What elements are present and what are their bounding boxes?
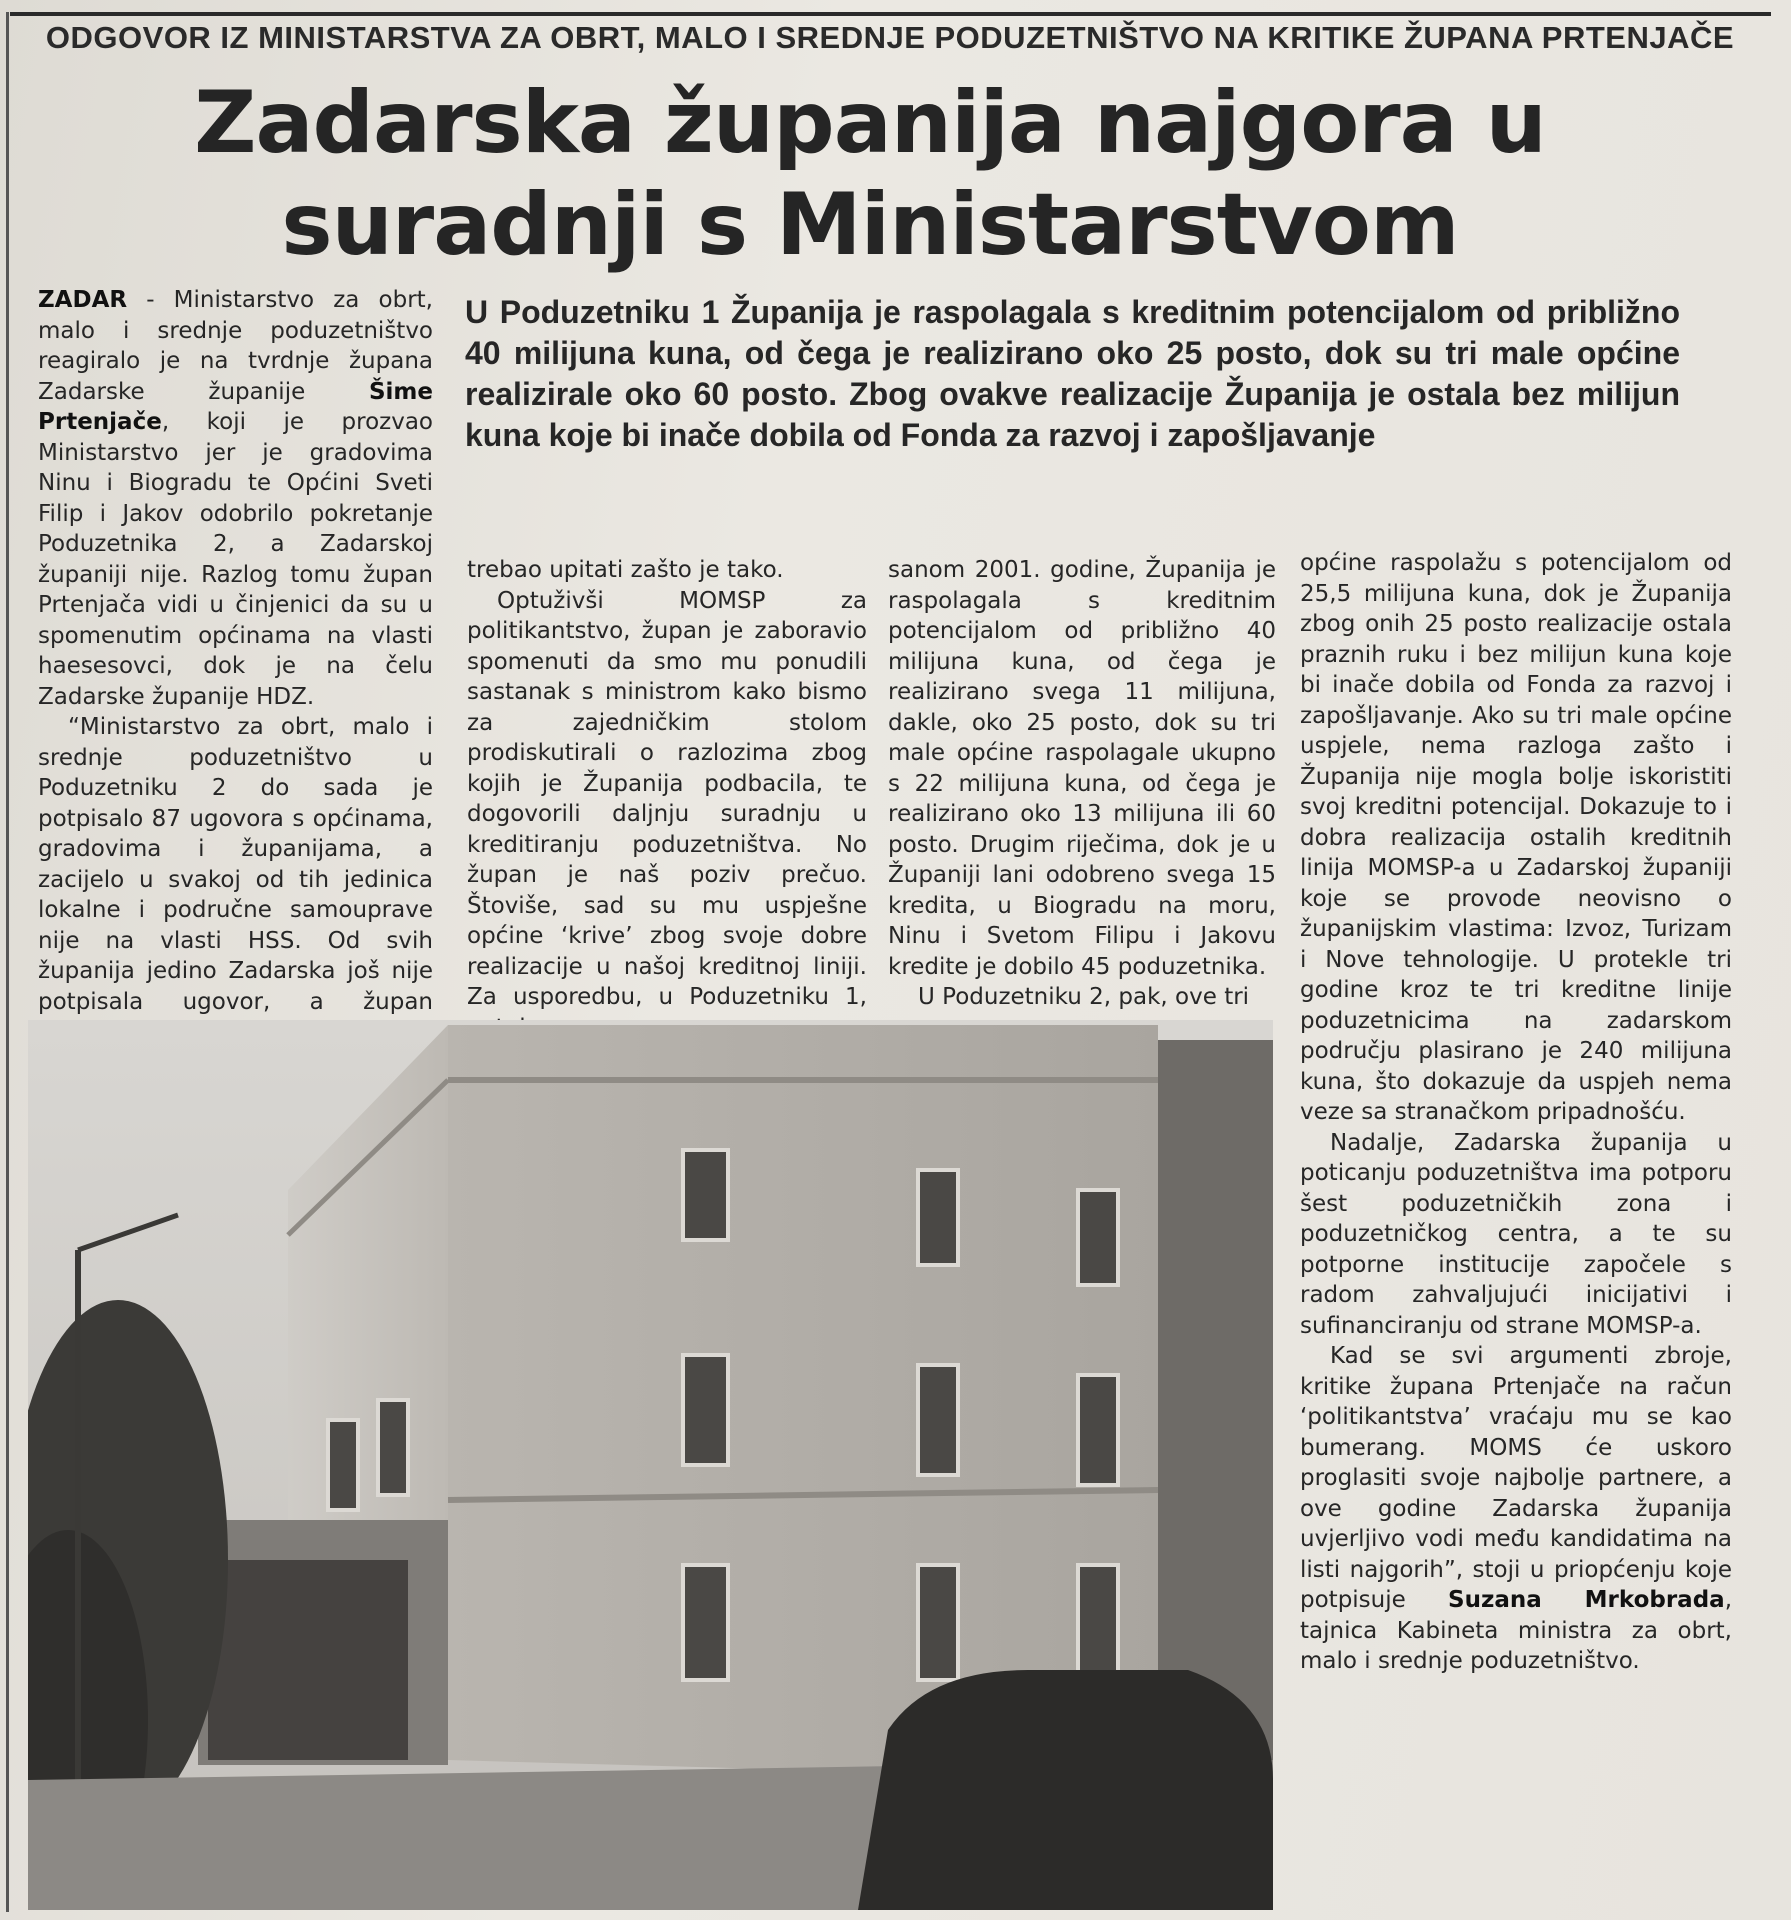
col1-paragraph-2: “Ministarstvo za obrt, malo i srednje poduzetništvo u Poduzetniku 2 do sada je potpisalo 87 ugovora s općinama, gradovima i županijama, a zacijelo u svakoj od tih jedinica lokalne i područne samouprave nije na vlasti HSS. Od svih županija jedino Zadarska još nije potpisala ugovor, a župan bbox=[38, 714, 433, 1015]
kicker: ODGOVOR IZ MINISTARSTVA ZA OBRT, MALO I SREDNJE PODUZETNIŠTVO NA KRITIKE ŽUPANA PRTENJAČE bbox=[45, 20, 1735, 55]
column-1 bbox=[38, 285, 433, 1048]
top-rule bbox=[10, 12, 1771, 16]
col4-text-b: , tajnica Kabineta ministra za obrt, malo i srednje poduzetništvo. bbox=[1300, 1587, 1732, 1674]
col3-paragraph-2: U Poduzetniku 2, pak, ove tri bbox=[918, 984, 1250, 1010]
col4-paragraph-1: općine raspolažu s potencijalom od 25,5 milijuna kuna, dok je Županija zbog onih 25 posto realizacije ostala praznih ruku i bez milijun kuna koje bi inače dobila od Fonda za razvoj i zapošljavanje. Ako su tri male općine uspjele, nema razloga zašto i Županija nije mogla bolje iskoristiti svoj kreditni potencijal. Dokazuje to i dobra realizacija ostalih kreditnih linija MOMSP-a u Zadarskoj županiji koje se provode neovisno o županijskim vlastima: Izvoz, Turizam i Nove tehnologije. U protekle tri godine kroz te tri kreditne linije poduzetnicima na zadarskom području plasirano je 240 milijuna kuna, što dokazuje da uspjeh nema veze sa stranačkom pripadnošću. bbox=[1300, 550, 1732, 1125]
dateline: ZADAR bbox=[38, 287, 128, 313]
building-photo bbox=[28, 1020, 1273, 1910]
signatory-name: Suzana Mrkobrada bbox=[1448, 1587, 1725, 1613]
col4-paragraph-3 bbox=[1300, 1341, 1732, 1677]
person-name: Šime Prtenjače bbox=[38, 378, 433, 435]
column-4 bbox=[1300, 548, 1732, 1677]
col3-paragraph-1: sanom 2001. godine, Županija je raspolagala s kreditnim potencijalom od približno 40 milijuna kuna, od čega je realizirano svega 11 milijuna, dakle, oko 25 posto, dok su tri male općine raspolagale ukupno s 22 milijuna kuna, od čega je realizirano oko 13 milijuna ili 60 posto. Drugim riječima, dok je u Županiji lani odobreno svega 15 kredita, u Biogradu na moru, Ninu i Svetom Filipu i Jakovu kredite je dobilo 45 poduzetnika. bbox=[888, 557, 1276, 980]
building-illustration bbox=[28, 1020, 1273, 1910]
lead-paragraph: U Poduzetniku 1 Županija je raspolagala s kreditnim potencijalom od približno 40 milijuna kuna, od čega je realizirano oko 25 posto, dok su tri male općine realizirale oko 60 posto. Zbog ovakve realizacije Županija je ostala bez milijun kuna koje bi inače dobila od Fonda za razvoj i zapošljavanje bbox=[465, 294, 1680, 453]
col2-paragraph-2: Optuživši MOMSP za politikantstvo, župan je zaboravio spomenuti da smo mu ponudili sastanak s ministrom kako bismo za zajedničkim stolom prodiskutirali o razlozima zbog kojih je Županija podbacila, te dogovorili daljnju suradnju u kreditiranju poduzetništva. No župan je naš poziv prečuo. Štoviše, sad su mu uspješne općine ‘krive’ zbog svoje dobre realizacije u našoj kreditnoj liniji. Za usporedbu, u Poduzetniku 1, bbox=[467, 587, 867, 1010]
col4-paragraph-2: Nadalje, Zadarska županija u poticanju poduzetništva ima potporu šest poduzetničkih zona i poduzetničkog centra, a te su potporne institucije započele s radom zahvaljujući inicijativi i sufinanciranju od strane MOMSP-a. bbox=[1300, 1129, 1732, 1339]
headline-line-2: suradnji s Ministarstvom bbox=[281, 175, 1459, 275]
headline bbox=[60, 72, 1680, 276]
column-2 bbox=[467, 555, 867, 1043]
col1-text-b: , koji je prozvao Ministarstvo jer je gradovima Ninu i Biogradu te Općini Sveti Filip i Jakov odobrilo pokretanje Poduzetnika 2, a Zadarskoj županiji nije. Razlog tomu župan Prtenjača vidi u činjenici da su u spomenutim općinama na vlasti haesesovci, dok je na čelu Zadarske županije HDZ. bbox=[38, 409, 433, 710]
col2-paragraph-1: trebao upitati zašto je tako. bbox=[467, 557, 784, 583]
headline-line-1: Zadarska županija najgora u bbox=[194, 73, 1546, 173]
col4-text-a: Kad se svi argumenti zbroje, kritike župana Prtenjače na račun ‘politikantstva’ vraćaju mu se kao bumerang. MOMS će uskoro proglasiti svoje najbolje partnere, a ove godine Zadarska županija uvjerljivo vodi među kandidatima na listi najgorih”, stoji u priopćenju koje potpisuje bbox=[1300, 1343, 1732, 1613]
column-3 bbox=[888, 555, 1276, 1013]
col1-paragraph-1 bbox=[38, 285, 433, 712]
left-rule bbox=[6, 12, 9, 1912]
col1-text-a: - Ministarstvo za obrt, malo i srednje poduzetništvo reagiralo je na tvrdnje župana Zadarske županije bbox=[38, 287, 433, 405]
